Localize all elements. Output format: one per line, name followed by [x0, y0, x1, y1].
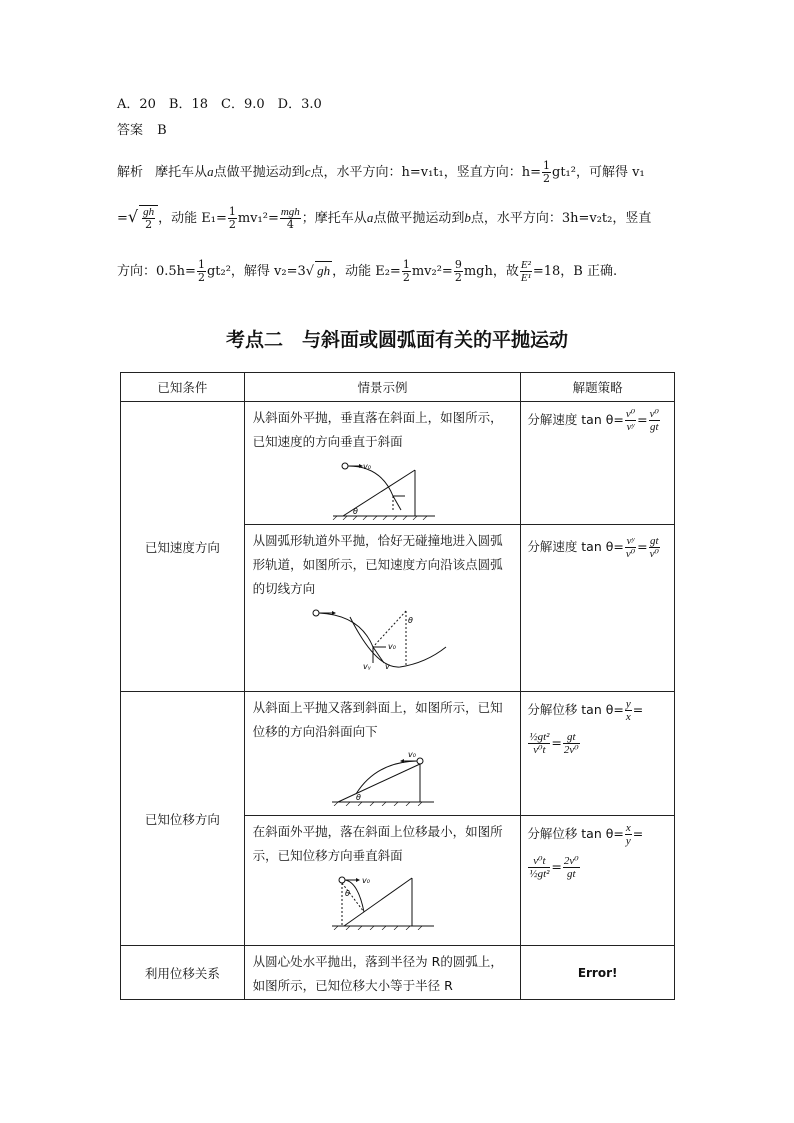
- answer-value: B: [157, 123, 167, 138]
- analysis-line-3: 方向：0.5h= $\frac{1}{2}$ gt₂²，解得 v₂=3√ gh ，动能 E₂= $\frac{1}{2}$ mv₂²= $\frac{9}{2}$ mgh，故 $\frac{\text{E²}}{\text{E¹}}$ =18，B 正确.: [117, 258, 618, 284]
- fraction: $\frac{y}{x}$: [625, 698, 631, 723]
- scenario-text: 从圆心处水平抛出，落到半径为 R的圆弧上，如图所示，已知位移大小等于半径 R: [244, 946, 521, 1000]
- fraction: $\frac{1}{2}$: [543, 159, 551, 185]
- fraction: $\frac{\text{2v⁰}}{gt}$: [563, 855, 579, 880]
- condition-displacement: 已知位移方向: [121, 692, 245, 946]
- condition-relation: 利用位移关系: [121, 946, 245, 1000]
- v0-label: v₀: [363, 462, 372, 471]
- text-run: =: [551, 735, 562, 750]
- sqrt: $\frac{gh}{2}$: [139, 205, 158, 231]
- text-run: =: [637, 412, 648, 427]
- text-run: =: [632, 702, 644, 717]
- scenario-cell: [244, 402, 521, 525]
- fraction: $\frac{\text{mgh}}{4}$: [280, 206, 300, 231]
- strategy-label: 分解速度 tan θ=: [527, 412, 624, 427]
- fraction: $\frac{gt}{\text{v⁰}}$: [649, 535, 659, 560]
- analysis-label: 解析: [117, 165, 144, 180]
- table-row: [121, 692, 675, 816]
- text-run: mgh，故: [463, 264, 519, 279]
- table-header-row: [121, 373, 675, 402]
- theta-label: θ: [356, 793, 362, 802]
- text-run: b: [464, 210, 471, 225]
- text-run: =: [551, 859, 562, 874]
- fraction: $\frac{1}{2}$: [197, 258, 205, 284]
- text-run: c: [304, 164, 311, 179]
- strategy-table: [120, 372, 675, 1000]
- v0-label: v₀: [388, 642, 397, 651]
- vy-label: vᵧ: [363, 662, 372, 671]
- error-field: Error!: [521, 946, 675, 1000]
- text-run: a: [366, 210, 374, 225]
- table-row: [121, 946, 675, 1000]
- strategy-label: 分解位移 tan θ=: [527, 826, 624, 841]
- scenario-cell: [244, 816, 521, 946]
- theta-label: θ: [345, 889, 351, 898]
- strategy-cell: [521, 692, 675, 816]
- scenario-text: 在斜面外平抛，落在斜面上位移最小，如图所示，已知位移方向垂直斜面: [252, 824, 503, 863]
- incline-perpendicular-figure: [323, 458, 443, 520]
- text-run: 方向：0.5h=: [117, 264, 196, 279]
- table-row: [121, 402, 675, 525]
- strategy-cell: [521, 525, 675, 692]
- fraction: $\frac{\text{½gt²}}{\text{v⁰t}}$: [529, 731, 550, 756]
- text-run: =: [117, 211, 128, 226]
- fraction: $\frac{1}{2}$: [228, 205, 236, 231]
- v-label: v: [385, 662, 391, 671]
- fraction: $\frac{x}{y}$: [625, 822, 631, 847]
- text-run: ，动能 E₂=: [332, 264, 401, 279]
- incline-on-incline-figure: [328, 748, 438, 806]
- text-run: 点，水平方向：: [310, 165, 402, 180]
- fraction: $\frac{\text{E²}}{\text{E¹}}$: [520, 259, 531, 284]
- strategy-cell: [521, 816, 675, 946]
- fraction: $\frac{\text{v⁰}}{\text{vʸ}}$: [625, 408, 636, 433]
- text-run: a: [207, 164, 214, 179]
- section-title: 考点二 与斜面或圆弧面有关的平抛运动: [225, 329, 568, 351]
- theta-label: θ: [408, 616, 414, 625]
- text-run: =: [632, 826, 644, 841]
- answer-label: 答案: [117, 123, 144, 138]
- text-run: mv₂²=: [411, 264, 453, 279]
- scenario-cell: [244, 692, 521, 816]
- text-run: mv₁²=: [237, 211, 279, 226]
- analysis-line-2: =√ $\frac{gh}{2}$ ，动能 E₁= $\frac{1}{2}$ mv₁²= $\frac{\text{mgh}}{4}$ ；摩托车从a点做平抛运动到b点，水平方向：3h=v₂t₂，竖直: [117, 205, 652, 231]
- fraction: $\frac{1}{2}$: [402, 258, 410, 284]
- text-run: h=v₁t₁，竖直方向：h=: [401, 165, 542, 180]
- fraction: $\frac{\text{vʸ}}{\text{v⁰}}$: [625, 535, 636, 560]
- sqrt: gh: [317, 263, 331, 278]
- header-scenario: 情景示例: [244, 373, 521, 402]
- text-run: 点做平抛运动到: [373, 211, 465, 226]
- strategy-label: 分解位移 tan θ=: [527, 702, 624, 717]
- arc-tangent-figure: [308, 605, 458, 671]
- header-strategy: 解题策略: [521, 373, 675, 402]
- scenario-text: 从斜面外平抛，垂直落在斜面上，如图所示，已知速度的方向垂直于斜面: [252, 410, 503, 449]
- condition-velocity: 已知速度方向: [121, 402, 245, 692]
- text-run: gt₁²，可解得 v₁: [552, 165, 645, 180]
- scenario-text: 从圆弧形轨道外平抛，恰好无碰撞地进入圆弧形轨道，如图所示，已知速度方向沿该点圆弧的切线方向: [252, 533, 503, 596]
- text-run: ，动能 E₁=: [158, 211, 227, 226]
- fraction: $\frac{\text{v⁰}}{gt}$: [649, 408, 659, 433]
- text-run: 摩托车从: [155, 165, 208, 180]
- text-run: 点做平抛运动到: [213, 165, 305, 180]
- choices: A．20 B．18 C．9.0 D．3.0: [117, 97, 322, 112]
- text-run: 点，水平方向：3h=v₂t₂，竖直: [470, 211, 652, 226]
- scenario-text: 从斜面上平抛又落到斜面上，如图所示，已知位移的方向沿斜面向下: [252, 700, 503, 739]
- v0-label: v₀: [362, 876, 371, 885]
- text-run: gt₂²，解得 v₂=3: [206, 264, 306, 279]
- fraction: $\frac{9}{2}$: [454, 258, 462, 284]
- analysis-line-1: [117, 160, 645, 185]
- fraction: $\frac{\text{v⁰t}}{\text{½gt²}}$: [529, 855, 550, 880]
- text-run: =18，B 正确.: [532, 264, 618, 279]
- theta-label: θ: [353, 507, 359, 516]
- fraction: $\frac{gt}{\text{2v⁰}}$: [563, 731, 579, 756]
- answer-line: [117, 122, 167, 140]
- strategy-label: 分解速度 tan θ=: [527, 539, 624, 554]
- v0-label: v₀: [408, 750, 417, 759]
- text-run: ；摩托车从: [301, 211, 367, 226]
- strategy-cell: [521, 402, 675, 525]
- text-run: =: [637, 539, 648, 554]
- min-displacement-figure: [328, 872, 438, 930]
- scenario-cell: [244, 525, 521, 692]
- header-condition: 已知条件: [121, 373, 245, 402]
